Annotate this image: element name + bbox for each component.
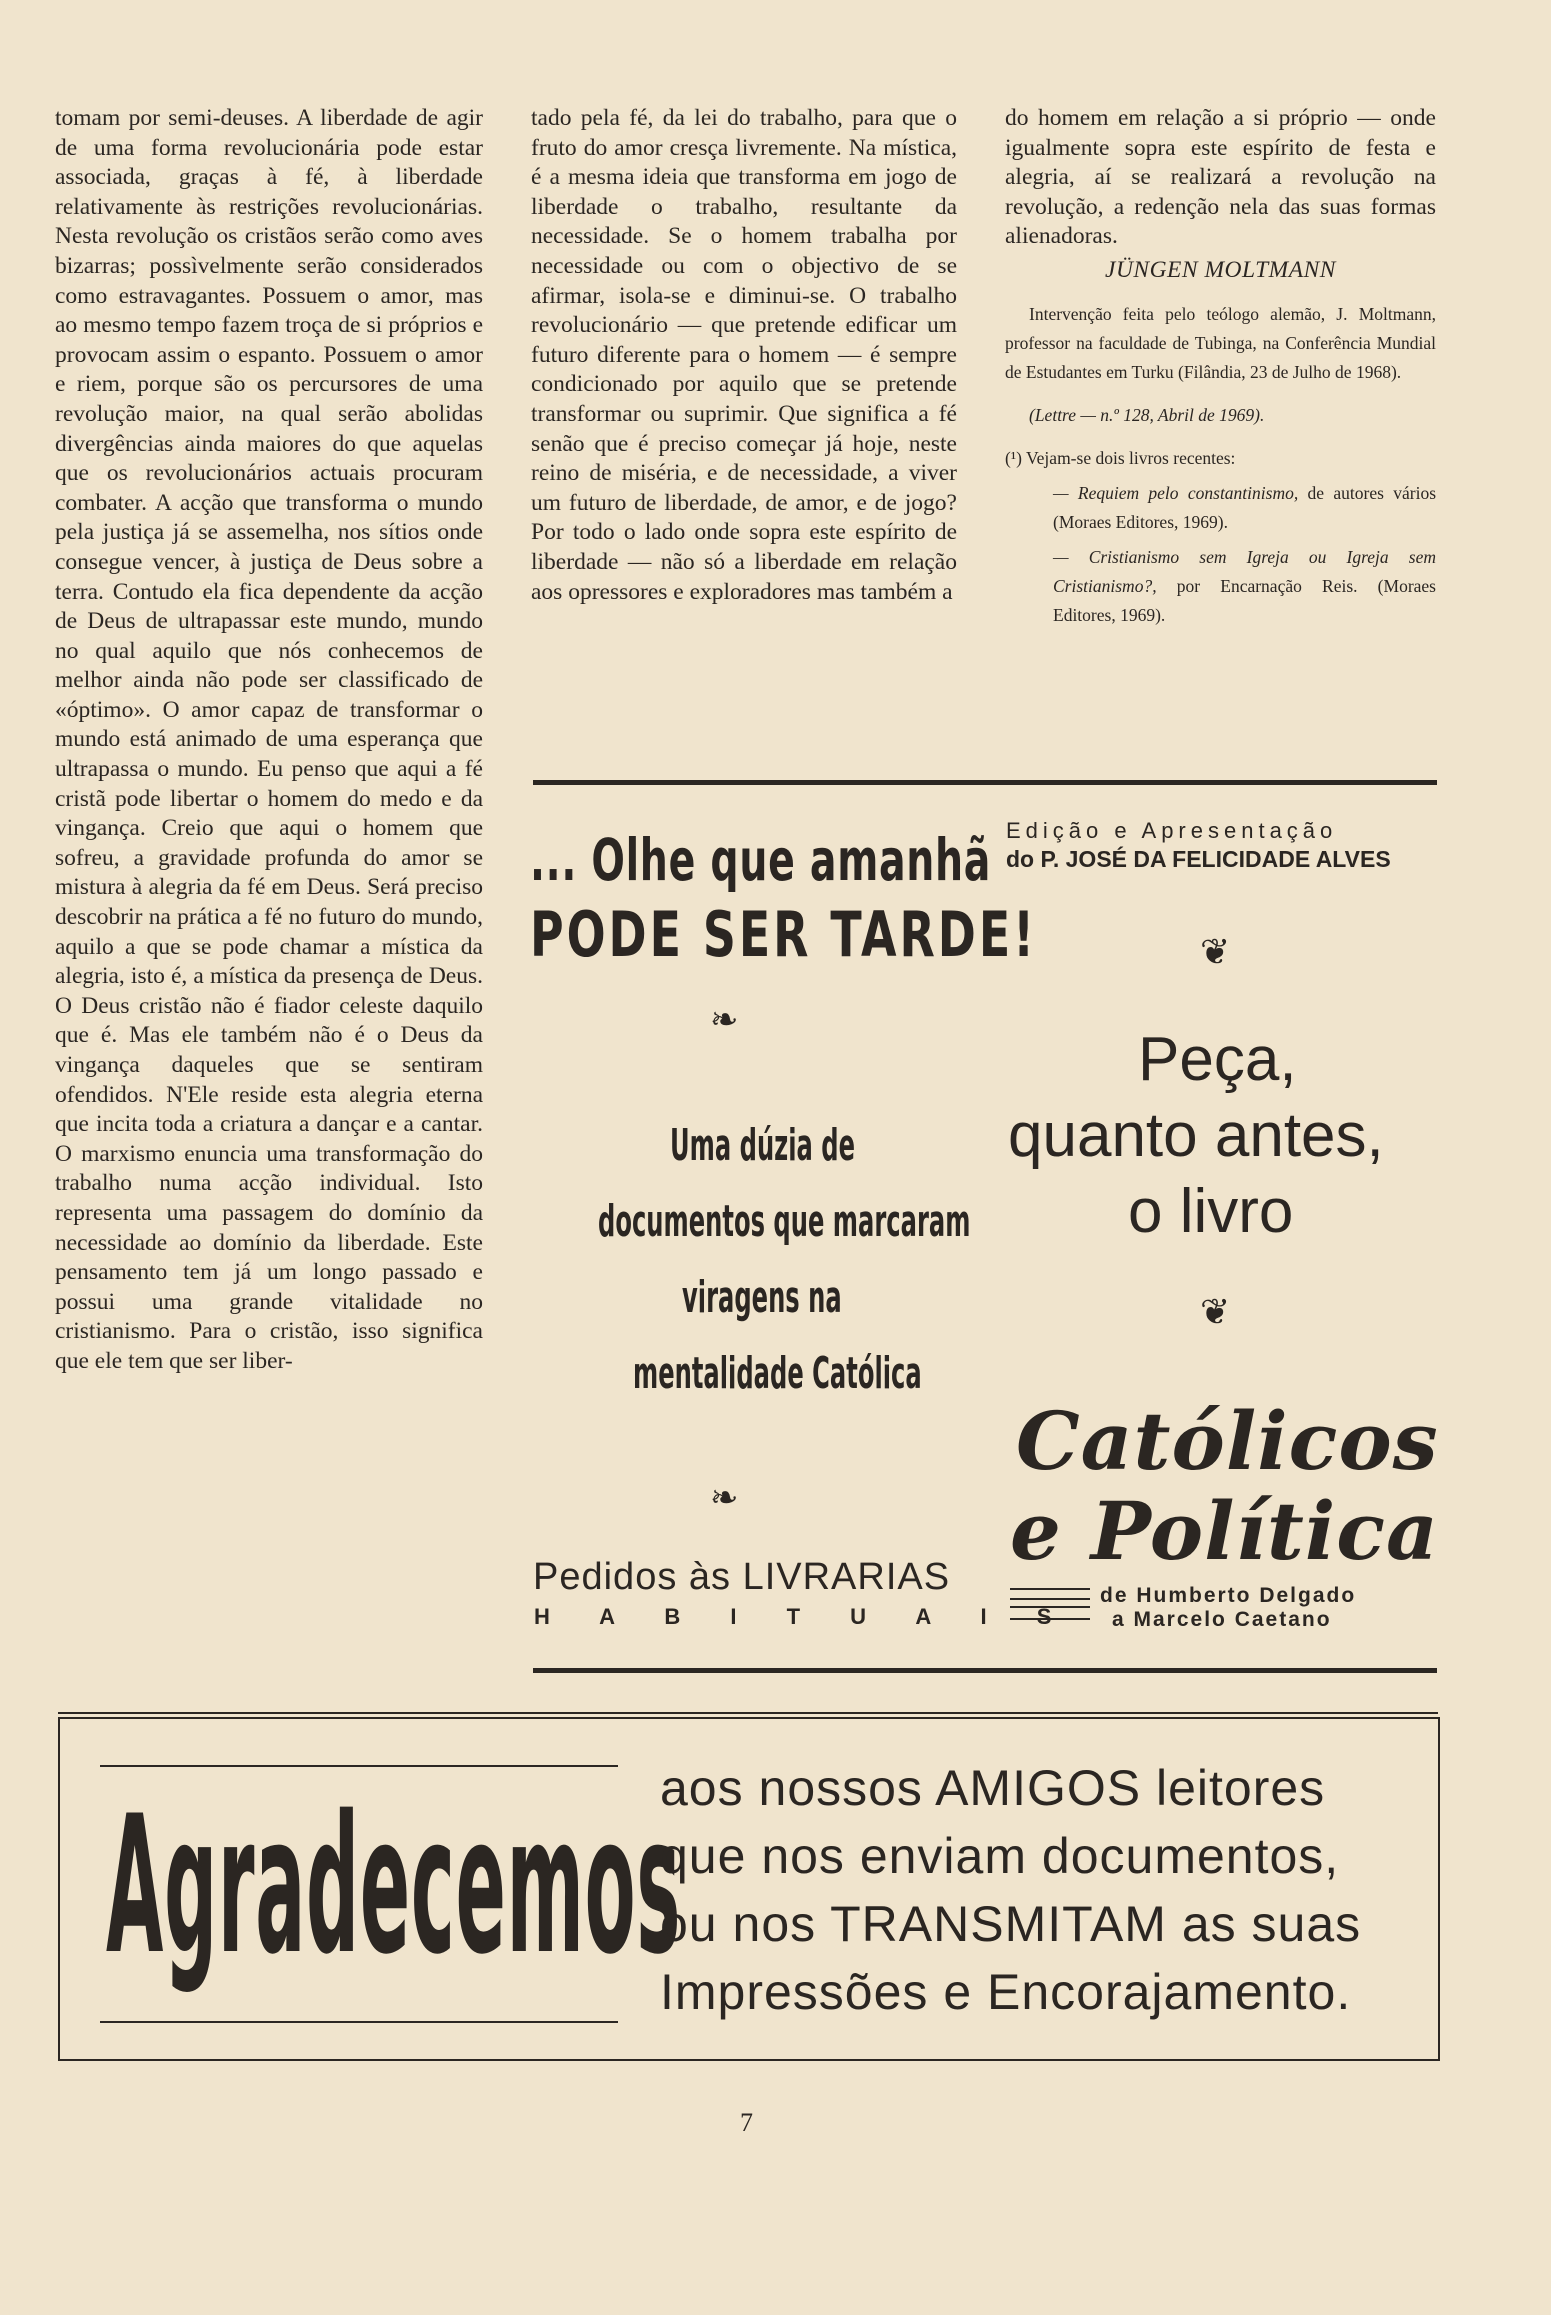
thanks-line-2: que nos enviam documentos, [660,1828,1340,1884]
decorative-lines [1010,1588,1090,1620]
article-column-2 [531,104,957,607]
ad-headline-1: ... Olhe que amanhã [530,826,992,894]
article-text: tomam por semi-deuses. A liberdade de agir de uma forma revolucionária pode estar associada, graças à fé, à liberdade relativamente às restrições revolucionárias. Nesta revolução os cristãos serão como aves bizarras; possìvelmente serão considerados como estravagantes. Possuem o amor, mas ao mesmo tempo fazem troça de si próprios e provocam assim o espanto. Possuem o amor e riem, porque são os percursores de uma revolução maior, na qual serão abolidas divergências ainda maiores do que aquelas que os revolucionários actuais procuram combater. A acção que transforma o mundo pela justiça já se assemelha, nos sítios onde consegue vencer, à justiça de Deus sobre a terra. Contudo ela fica dependente da acção de Deus de ultrapassar este mundo, mundo no qual aquilo que nós conhecemos de melhor ainda não pode ser classificado de «óptimo». O amor capaz de transformar o mundo está animado de uma esperança que ultrapassa o mundo. Eu penso que aqui a fé cristã pode libertar o homem do medo e da vingança. Creio que aqui o homem que sofreu, a gravidade profunda do amor se mistura à alegria da fé em Deus. Será preciso descobrir na prática a fé no futuro do mundo, aquilo a que se pode chamar a mística da alegria, isto é, a mística da presença de Deus. O Deus cristão não é fiador celeste daquilo que é. Mas ele também não é o Deus da vingança daqueles que se sentiram ofendidos. N'Ele reside esta alegria eterna que incita toda a criatura a dançar e a cantar. O marxismo enuncia uma transformação do trabalho numa acção individual. Isto representa uma passagem do domínio da necessidade ao domínio da liberdade. Este pensamento tem já um longo passado e possui uma grande vitalidade no cristianismo. Para o cristão, isso significa que ele tem que ser liber- [55,105,483,1374]
section-divider [58,1712,1438,1714]
lotus-ornament-icon: ❦ [1200,932,1231,973]
ad-subtitle-2: documentos que marcaram [598,1196,971,1247]
flourish-icon: ❧ [710,1000,739,1040]
book-subtitle-2: a Marcelo Caetano [1112,1608,1332,1631]
flourish-icon: ❧ [710,1478,739,1518]
source-note: Intervenção feita pelo teólogo alemão, J. Moltmann, professor na faculdade de Tubinga, na Conferência Mundial de Estudantes em Turku (Filândia, 23 de Julho de 1968). [1005,303,1436,382]
source-citation: (Lettre — n.º 128, Abril de 1969). [1029,404,1265,425]
thanks-line-4: Impressões e Encorajamento. [660,1964,1352,2020]
ad-subtitle-3: viragens na [682,1272,842,1323]
section-divider [533,780,1437,785]
book-title-1: Católicos [1016,1394,1439,1488]
book-subtitle-1: de Humberto Delgado [1100,1584,1357,1607]
footnote-book-1: — Requiem pelo constantinismo, de autores vários (Moraes Editores, 1969). [1053,482,1437,532]
ad-headline-2: PODE SER TARDE! [530,898,1038,971]
section-divider [533,1668,1437,1673]
article-column-3 [1005,104,1436,630]
author-signature: JÜNGEN MOLTMANN [1105,256,1336,283]
thanks-box [58,1717,1440,2061]
ad-editor: do P. JOSÉ DA FELICIDADE ALVES [1006,846,1391,872]
footnote-book-2: — Cristianismo sem Igreja ou Igreja sem Cristianismo?, por Encarnação Reis. (Moraes Editores, 1969). [1053,546,1436,625]
book-title-2: e Política [1010,1484,1439,1578]
ad-line-livro: o livro [1128,1177,1294,1246]
ad-line-peca: Peça, [1138,1025,1297,1094]
footnote: (¹) Vejam-se dois livros recentes: [1005,447,1236,468]
article-column-1 [55,104,483,1377]
thanks-headline: Agradecemos [106,1775,682,1996]
ad-subtitle-1: Uma dúzia de [670,1120,856,1171]
ad-edition: Edição e Apresentação [1006,818,1338,843]
page-number: 7 [740,2108,753,2137]
rule [100,2021,618,2023]
thanks-line-3: ou nos TRANSMITAM as suas [660,1896,1362,1952]
ad-subtitle-4: mentalidade Católica [633,1348,922,1399]
ad-line-quanto: quanto antes, [1008,1101,1384,1170]
lotus-ornament-icon: ❦ [1200,1292,1231,1333]
ad-orders-line: Pedidos às LIVRARIAS [533,1556,951,1598]
thanks-line-1: aos nossos AMIGOS leitores [660,1760,1326,1816]
article-text: tado pela fé, da lei do trabalho, para que o fruto do amor cresça livremente. Na mística, é a mesma ideia que transforma em jogo de liberdade o trabalho, resultante da necessidade. Se o homem trabalha por necessidade ou com o objectivo de se afirmar, isola-se e diminui-se. O trabalho revolucionário — que pretende edificar um futuro diferente para o homem — é sempre condicionado por aquilo que se pretende transformar ou suprimir. Que significa a fé senão que é preciso começar já hoje, neste reino de miséria, e de necessidade, a viver um futuro de liberdade, de amor, e de jogo? Por todo o lado onde sopra este espírito de liberdade — não só a liberdade em relação aos opressores e exploradores mas também a [531,105,957,605]
rule [100,1765,618,1767]
ad-habituais: H A B I T U A I S [534,1604,1074,1629]
article-text: do homem em relação a si próprio — onde igualmente sopra este espírito de festa e alegria, aí se realizará a revolução na revolução, a redenção nela das suas formas alienadoras. [1005,105,1436,250]
